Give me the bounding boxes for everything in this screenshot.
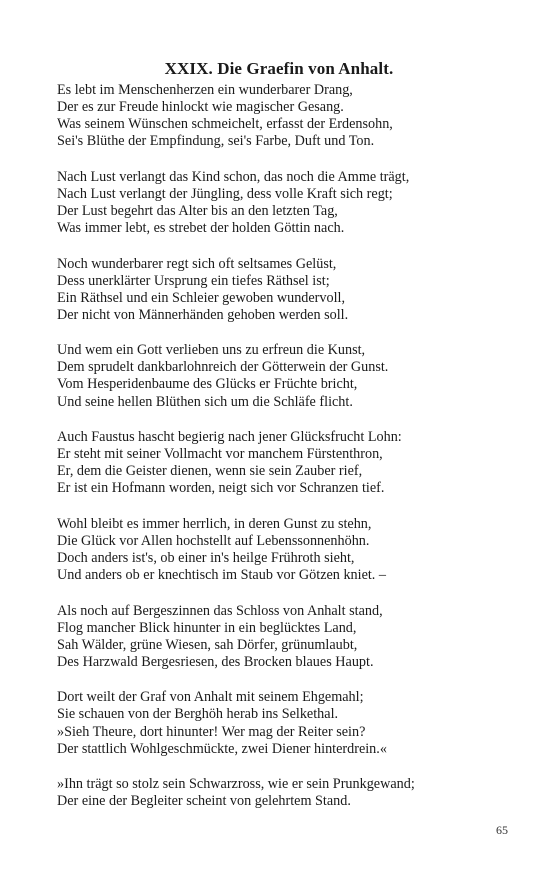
verse-line: Der es zur Freude hinlockt wie magischer Gesang. [57, 99, 344, 116]
verse-line: Ein Räthsel und ein Schleier gewoben wundervoll, [57, 289, 346, 306]
verse-line: Auch Faustus hascht begierig nach jener Glücksfrucht Lohn: [57, 429, 402, 446]
stanza [57, 603, 517, 671]
stanza [57, 429, 517, 497]
stanza [57, 516, 517, 584]
verse-line: Und anders ob er knechtisch im Staub vor Götzen kniet. – [57, 567, 386, 584]
verse-line: Er ist ein Hofmann worden, neigt sich vor Schranzen tief. [57, 480, 385, 497]
verse-line: Vom Hesperidenbaume des Glücks er Früchte bricht, [57, 376, 358, 393]
verse-line: Der nicht von Männerhänden gehoben werden soll. [57, 306, 349, 323]
verse-line: Er steht mit seiner Vollmacht vor manchem Fürstenthron, [57, 446, 383, 463]
verse-line: Der Lust begehrt das Alter bis an den letzten Tag, [57, 202, 338, 219]
verse-line: Und wem ein Gott verlieben uns zu erfreun die Kunst, [57, 342, 366, 359]
verse-line: Es lebt im Menschenherzen ein wunderbarer Drang, [57, 82, 353, 98]
stanza [57, 82, 517, 150]
verse-line: Sah Wälder, grüne Wiesen, sah Dörfer, grünumlaubt, [57, 636, 358, 653]
verse-line: Was immer lebt, es strebet der holden Göttin nach. [57, 220, 345, 237]
verse-line: Als noch auf Bergeszinnen das Schloss von Anhalt stand, [57, 602, 383, 619]
verse-line: Noch wunderbarer regt sich oft seltsames Gelüst, [57, 255, 337, 272]
verse-line: Der eine der Begleiter scheint von gelehrtem Stand. [57, 793, 351, 810]
verse-line: Wohl bleibt es immer herrlich, in deren Gunst zu stehn, [57, 515, 372, 532]
poem-body [57, 82, 517, 829]
verse-line: Dort weilt der Graf von Anhalt mit seinem Ehgemahl; [57, 689, 364, 706]
page-number: 65 [496, 823, 508, 837]
verse-line: Flog mancher Blick hinunter in ein beglücktes Land, [57, 619, 357, 636]
verse-line: »Sieh Theure, dort hinunter! Wer mag der Reiter sein? [57, 723, 366, 740]
verse-line: Die Glück vor Allen hochstellt auf Lebenssonnenhöhn. [57, 532, 370, 549]
verse-line: Was seinem Wünschen schmeichelt, erfasst der Erdensohn, [57, 116, 393, 133]
verse-line: Dess unerklärter Ursprung ein tiefes Räthsel ist; [57, 272, 330, 289]
stanza [57, 169, 517, 237]
verse-line: Sei's Blüthe der Empfindung, sei's Farbe, Duft und Ton. [57, 133, 375, 150]
verse-line: Sie schauen von der Berghöh herab ins Selkethal. [57, 706, 339, 723]
verse-line: Des Harzwald Bergesriesen, des Brocken blaues Haupt. [57, 653, 374, 670]
verse-line: Doch anders ist's, ob einer in's heilge Frühroth sieht, [57, 550, 355, 567]
verse-line: Nach Lust verlangt der Jüngling, dess volle Kraft sich regt; [57, 185, 393, 202]
stanza [57, 776, 517, 810]
verse-line: Nach Lust verlangt das Kind schon, das noch die Amme trägt, [57, 168, 410, 185]
chapter-title: XXIX. Die Graefin von Anhalt. [164, 59, 394, 78]
verse-line: Er, dem die Geister dienen, wenn sie sein Zauber rief, [57, 463, 363, 480]
stanza [57, 256, 517, 324]
verse-line: Dem sprudelt dankbarlohnreich der Götterwein der Gunst. [57, 359, 389, 376]
verse-line: Und seine hellen Blüthen sich um die Schläfe flicht. [57, 393, 353, 410]
verse-line: »Ihn trägt so stolz sein Schwarzross, wie er sein Prunkgewand; [57, 776, 415, 793]
verse-line: Der stattlich Wohlgeschmückte, zwei Diener hinterdrein.« [57, 740, 387, 757]
stanza [57, 689, 517, 757]
stanza [57, 342, 517, 410]
